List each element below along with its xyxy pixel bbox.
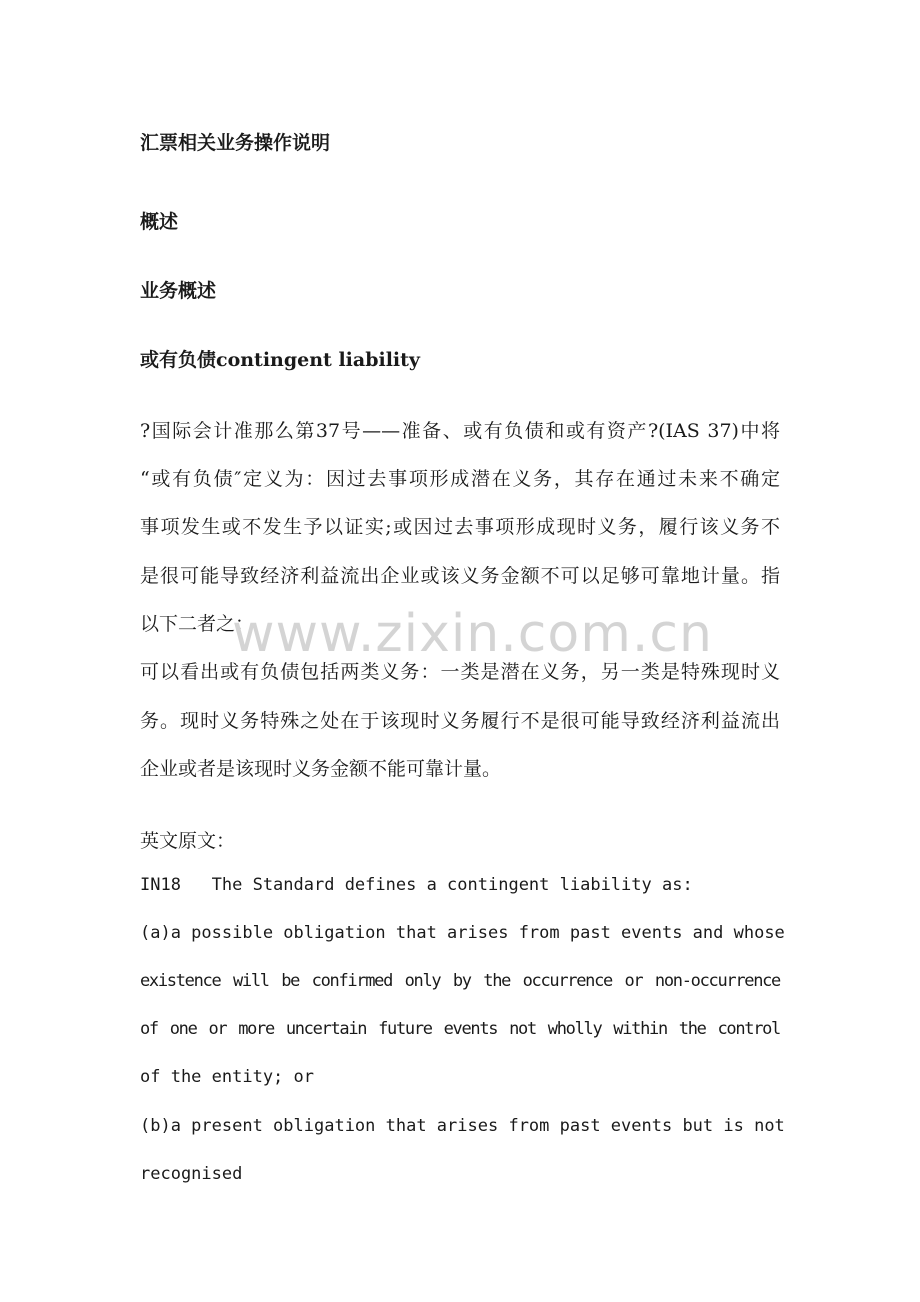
english-line: of the entity; or — [140, 1067, 314, 1087]
section-heading: 概述 — [140, 211, 179, 233]
definition-line: 是很可能导致经济利益流出企业或该义务金额不可以足够可靠地计量。指 — [140, 565, 780, 587]
english-line: (b)a present obligation that arises from past events but is not — [140, 1116, 785, 1136]
english-line: IN18 The Standard defines a contingent liability as: — [140, 875, 693, 895]
watermark: www.zixin.com.cn — [232, 604, 713, 664]
explanation-line: 企业或者是该现时义务金额不能可靠计量。 — [140, 758, 502, 780]
explanation-line: 务。现时义务特殊之处在于该现时义务履行不是很可能导致经济利益流出 — [140, 710, 780, 732]
definition-line: 事项发生或不发生予以证实;或因过去事项形成现时义务，履行该义务不 — [140, 516, 780, 538]
definition-line: ?国际会计准那么第37号——准备、或有负债和或有资产?(IAS 37)中将 — [140, 420, 780, 442]
subsection-heading: 业务概述 — [140, 280, 217, 302]
english-line: existence will be confirmed only by the occurrence or non-occurrence — [140, 971, 780, 991]
english-line: recognised — [140, 1164, 243, 1184]
english-label: 英文原文： — [140, 830, 236, 852]
term-heading: 或有负债contingent liability — [140, 349, 420, 371]
english-line: of one or more uncertain future events not wholly within the control — [140, 1019, 780, 1039]
explanation-line: 可以看出或有负债包括两类义务：一类是潜在义务，另一类是特殊现时义 — [140, 661, 780, 683]
definition-line: “或有负债″定义为：因过去事项形成潜在义务，其存在通过未来不确定 — [140, 468, 780, 490]
definition-line: 以下二者之： — [140, 613, 255, 635]
document-title: 汇票相关业务操作说明 — [140, 132, 331, 154]
english-line: (a)a possible obligation that arises from past events and whose — [140, 923, 785, 943]
